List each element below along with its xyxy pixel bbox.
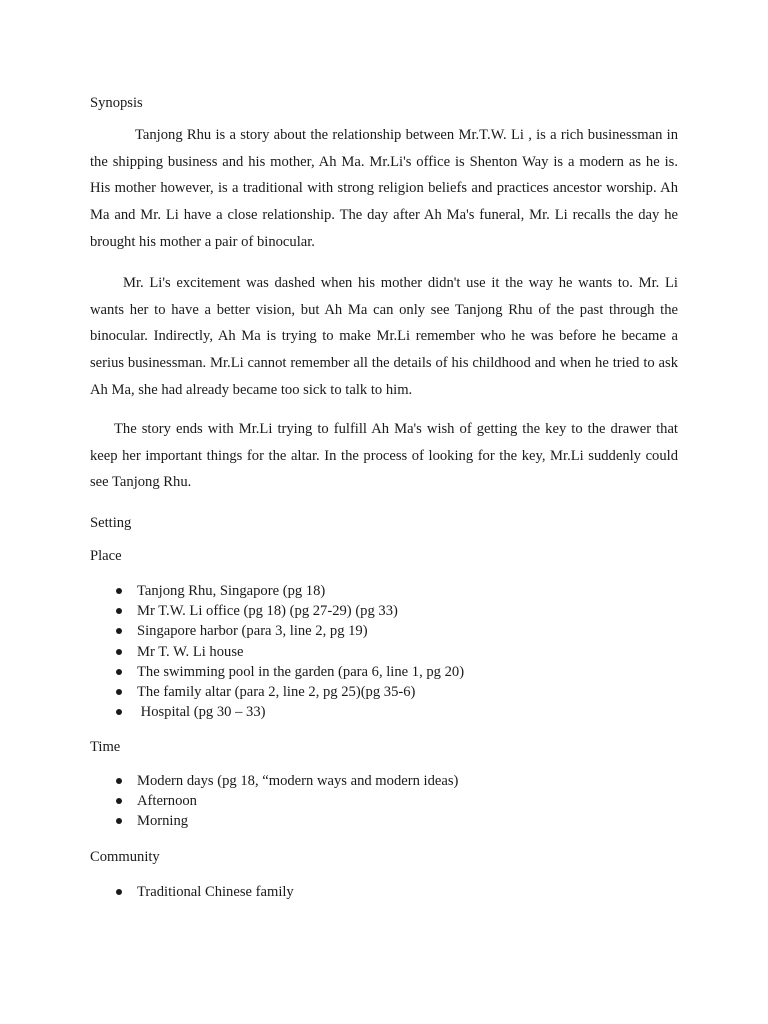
bullet-icon [116,818,122,824]
list-item: Singapore harbor (para 3, line 2, pg 19) [90,621,464,641]
list-item: Hospital (pg 30 – 33) [90,702,464,722]
time-heading: Time [90,739,121,755]
synopsis-heading: Synopsis [90,95,143,111]
list-item: Afternoon [90,791,458,811]
bullet-icon [116,709,122,715]
community-heading: Community [90,849,160,865]
setting-heading: Setting [90,515,132,531]
list-item: Morning [90,811,458,831]
list-item: Tanjong Rhu, Singapore (pg 18) [90,581,464,601]
bullet-icon [116,778,122,784]
bullet-icon [116,588,122,594]
community-list [90,882,294,902]
list-item: The family altar (para 2, line 2, pg 25)(pg 35-6) [90,682,464,702]
bullet-icon [116,689,122,695]
synopsis-paragraph-2: Mr. Li's excitement was dashed when his mother didn't use it the way he wants to. Mr. Li wants her to have a better vision, but Ah Ma can only see Tanjong Rhu of the past through the binocular. Indirectly, Ah Ma is trying to make Mr.Li remember who he was before he became a serius businessman. Mr.Li cannot remember all the details of his childhood and when he tried to ask Ah Ma, she had already became too sick to talk to him. [90,275,678,398]
bullet-icon [116,889,122,895]
bullet-icon [116,649,122,655]
bullet-icon [116,669,122,675]
place-list [90,581,464,722]
list-item: Traditional Chinese family [90,882,294,902]
place-heading: Place [90,548,122,564]
bullet-icon [116,628,122,634]
list-item: The swimming pool in the garden (para 6, line 1, pg 20) [90,662,464,682]
bullet-icon [116,798,122,804]
synopsis-paragraph-1: Tanjong Rhu is a story about the relationship between Mr.T.W. Li , is a rich businessman in the shipping business and his mother, Ah Ma. Mr.Li's office is Shenton Way is a modern as he is. His mother however, is a traditional with strong religion beliefs and practices ancestor worship. Ah Ma and Mr. Li have a close relationship. The day after Ah Ma's funeral, Mr. Li recalls the day he brought his mother a pair of binocular. [90,127,678,250]
list-item: Mr T.W. Li office (pg 18) (pg 27-29) (pg 33) [90,601,464,621]
synopsis-paragraph-3: The story ends with Mr.Li trying to fulfill Ah Ma's wish of getting the key to the drawer that keep her important things for the altar. In the process of looking for the key, Mr.Li suddenly could see Tanjong Rhu. [90,421,678,491]
list-item: Modern days (pg 18, “modern ways and modern ideas) [90,771,458,791]
bullet-icon [116,608,122,614]
list-item: Mr T. W. Li house [90,642,464,662]
time-list [90,771,458,832]
